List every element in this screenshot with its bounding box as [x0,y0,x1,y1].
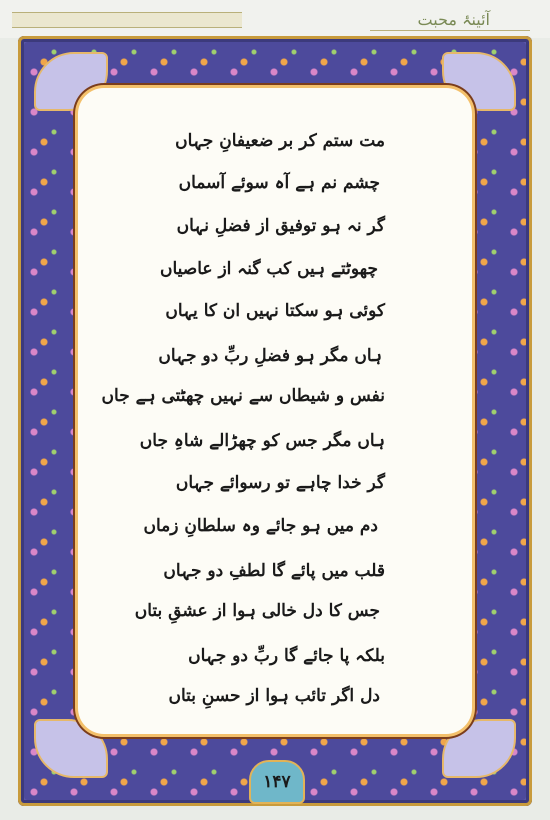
verse-line: ہاں مگر جس کو چھڑالے شاہِ جاں [139,431,385,451]
header-rule [370,30,530,31]
verse-line: ہاں مگر ہو فضلِ ربِّ دو جہاں [158,346,382,366]
page-number: ۱۴۷ [249,760,305,804]
verse-line: جس کا دل خالی ہوا از عشقِ بتاں [134,601,380,621]
verse-line: مت ستم کر بر ضعیفانِ جہاں [175,131,385,151]
verse-line: کوئی ہو سکتا نہیں ان کا یہاں [165,301,385,321]
header-band [0,0,550,38]
verse-line: چھوٹتے ہیں کب گنہ از عاصیاں [159,259,378,279]
verse-line: گر خدا چاہے تو رسوائے جہاں [175,473,385,493]
verse-line: بلکہ پا جائے گا ربِّ دو جہاں [188,646,385,666]
verse-line: چشم نم ہے آہ سوئے آسماں [178,173,380,193]
verse-line: دم میں ہو جائے وہ سلطانِ زماں [143,516,378,536]
verse-line: نفس و شیطاں سے نہیں چھٹتی ہے جاں [101,386,385,406]
verse-line: دل اگر تائب ہوا از حسنِ بتاں [168,686,380,706]
book-title: آئینۂ محبت [417,10,490,29]
header-ornament [12,12,242,28]
verse-line: گر نہ ہو توفیق از فضلِ نہاں [176,216,385,236]
verse-line: قلب میں پائے گا لطفِ دو جہاں [163,561,385,581]
